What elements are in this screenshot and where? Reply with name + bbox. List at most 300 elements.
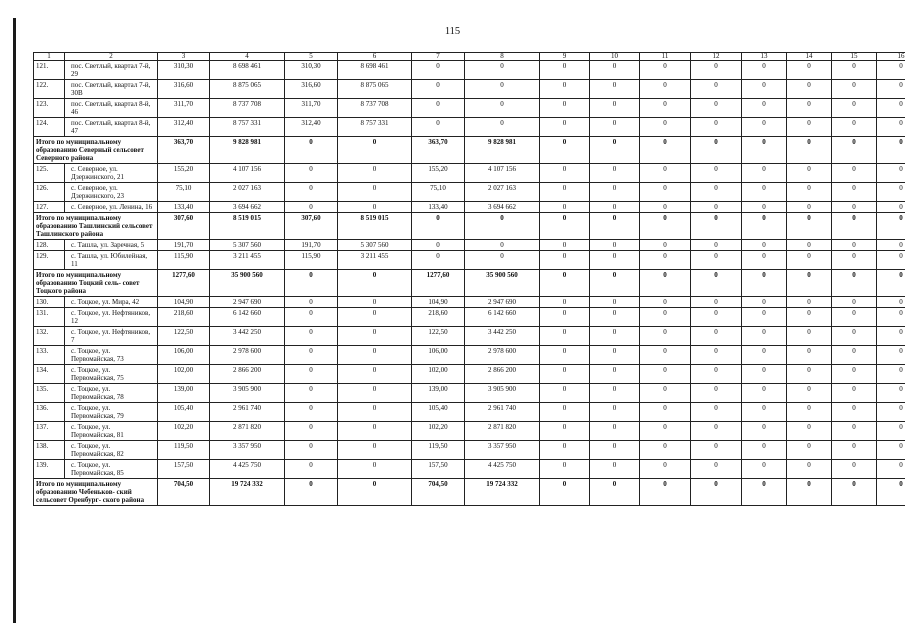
address-cell: с. Тоцкое, ул. Первомайская, 78 — [65, 384, 158, 403]
value-cell: 8 698 461 — [210, 61, 285, 80]
table-row — [34, 80, 905, 99]
value-cell: 0 — [877, 80, 905, 99]
value-cell: 0 — [540, 327, 590, 346]
address-cell: с. Тоцкое, ул. Первомайская, 82 — [65, 441, 158, 460]
value-cell: 3 905 900 — [465, 384, 540, 403]
row-number: 123. — [34, 99, 65, 118]
value-cell: 0 — [285, 384, 338, 403]
value-cell: 0 — [338, 460, 412, 479]
value-cell: 0 — [590, 240, 640, 251]
value-cell: 0 — [640, 308, 691, 327]
value-cell: 0 — [590, 384, 640, 403]
value-cell: 119,50 — [412, 441, 465, 460]
value-cell: 0 — [540, 118, 590, 137]
value-cell: 0 — [877, 403, 905, 422]
value-cell: 0 — [691, 270, 742, 297]
value-cell: 0 — [285, 202, 338, 213]
value-cell: 0 — [640, 164, 691, 183]
column-header-cell: 2 — [65, 53, 158, 61]
value-cell: 0 — [787, 118, 832, 137]
address-cell: с. Тоцкое, ул. Первомайская, 73 — [65, 346, 158, 365]
value-cell: 2 978 600 — [465, 346, 540, 365]
value-cell: 0 — [338, 346, 412, 365]
value-cell: 0 — [787, 80, 832, 99]
table-row — [34, 118, 905, 137]
value-cell: 0 — [691, 308, 742, 327]
value-cell: 0 — [285, 137, 338, 164]
value-cell: 0 — [691, 118, 742, 137]
value-cell: 0 — [832, 137, 877, 164]
table-row — [34, 240, 905, 251]
value-cell: 363,70 — [158, 137, 210, 164]
column-number-header-row — [34, 53, 905, 61]
address-cell: с. Тоцкое, ул. Первомайская, 85 — [65, 460, 158, 479]
value-cell: 0 — [877, 479, 905, 506]
value-cell: 104,90 — [158, 297, 210, 308]
value-cell: 0 — [640, 270, 691, 297]
value-cell: 0 — [742, 61, 787, 80]
subtotal-row — [34, 213, 905, 240]
value-cell: 139,00 — [158, 384, 210, 403]
value-cell: 75,10 — [158, 183, 210, 202]
value-cell: 0 — [640, 403, 691, 422]
value-cell: 0 — [285, 164, 338, 183]
value-cell: 102,20 — [412, 422, 465, 441]
value-cell: 0 — [742, 422, 787, 441]
value-cell: 0 — [832, 183, 877, 202]
row-number: 139. — [34, 460, 65, 479]
value-cell: 3 357 950 — [210, 441, 285, 460]
value-cell: 0 — [832, 365, 877, 384]
value-cell: 0 — [285, 183, 338, 202]
value-cell: 122,50 — [412, 327, 465, 346]
row-number: 129. — [34, 251, 65, 270]
value-cell: 0 — [832, 441, 877, 460]
value-cell: 0 — [590, 213, 640, 240]
value-cell: 0 — [640, 61, 691, 80]
value-cell: 0 — [787, 99, 832, 118]
value-cell: 139,00 — [412, 384, 465, 403]
row-number: 121. — [34, 61, 65, 80]
value-cell: 311,70 — [285, 99, 338, 118]
column-header-cell: 16 — [877, 53, 905, 61]
value-cell: 0 — [691, 240, 742, 251]
column-header-cell: 10 — [590, 53, 640, 61]
value-cell: 0 — [742, 384, 787, 403]
value-cell: 0 — [832, 270, 877, 297]
value-cell: 3 442 250 — [465, 327, 540, 346]
value-cell: 0 — [742, 251, 787, 270]
row-number: 133. — [34, 346, 65, 365]
table-row — [34, 297, 905, 308]
value-cell: 4 107 156 — [465, 164, 540, 183]
value-cell: 0 — [691, 213, 742, 240]
value-cell: 363,70 — [412, 137, 465, 164]
value-cell: 0 — [691, 297, 742, 308]
row-number: 126. — [34, 183, 65, 202]
value-cell: 102,20 — [158, 422, 210, 441]
address-cell: пос. Светлый, квартал 8-й, 46 — [65, 99, 158, 118]
value-cell: 0 — [590, 80, 640, 99]
value-cell: 3 694 662 — [210, 202, 285, 213]
value-cell: 35 900 560 — [465, 270, 540, 297]
value-cell: 0 — [540, 384, 590, 403]
address-cell: с. Северное, ул. Дзержинского, 21 — [65, 164, 158, 183]
value-cell: 106,00 — [158, 346, 210, 365]
value-cell: 0 — [540, 441, 590, 460]
value-cell: 0 — [640, 460, 691, 479]
value-cell: 0 — [640, 365, 691, 384]
value-cell: 0 — [285, 460, 338, 479]
value-cell: 218,60 — [412, 308, 465, 327]
value-cell: 106,00 — [412, 346, 465, 365]
value-cell: 0 — [640, 240, 691, 251]
value-cell: 0 — [691, 251, 742, 270]
value-cell: 2 961 740 — [210, 403, 285, 422]
table-row — [34, 308, 905, 327]
value-cell: 0 — [285, 308, 338, 327]
row-number: 124. — [34, 118, 65, 137]
value-cell: 316,60 — [285, 80, 338, 99]
value-cell: 0 — [540, 99, 590, 118]
value-cell: 0 — [787, 270, 832, 297]
value-cell: 191,70 — [285, 240, 338, 251]
value-cell: 0 — [285, 270, 338, 297]
value-cell: 0 — [465, 118, 540, 137]
value-cell: 122,50 — [158, 327, 210, 346]
value-cell: 0 — [832, 403, 877, 422]
value-cell: 0 — [877, 346, 905, 365]
value-cell: 4 107 156 — [210, 164, 285, 183]
value-cell: 0 — [832, 202, 877, 213]
address-cell: пос. Светлый, квартал 8-й, 47 — [65, 118, 158, 137]
value-cell: 0 — [590, 297, 640, 308]
table-row — [34, 202, 905, 213]
value-cell: 0 — [640, 346, 691, 365]
value-cell: 0 — [742, 297, 787, 308]
value-cell: 2 871 820 — [465, 422, 540, 441]
address-cell: с. Ташла, ул. Заречная, 5 — [65, 240, 158, 251]
value-cell: 133,40 — [412, 202, 465, 213]
column-header-cell: 1 — [34, 53, 65, 61]
subtotal-label: Итого по муниципальному образованию Тоцкий сель- совет Тоцкого района — [34, 270, 158, 297]
table-row — [34, 422, 905, 441]
value-cell: 0 — [285, 479, 338, 506]
value-cell: 2 978 600 — [210, 346, 285, 365]
table-row — [34, 365, 905, 384]
value-cell: 0 — [590, 308, 640, 327]
value-cell: 0 — [590, 441, 640, 460]
value-cell: 0 — [877, 365, 905, 384]
value-cell: 0 — [787, 308, 832, 327]
value-cell: 0 — [742, 202, 787, 213]
value-cell: 0 — [742, 270, 787, 297]
value-cell: 0 — [691, 164, 742, 183]
row-number: 135. — [34, 384, 65, 403]
value-cell: 0 — [338, 403, 412, 422]
value-cell: 0 — [877, 118, 905, 137]
value-cell: 0 — [590, 202, 640, 213]
value-cell: 0 — [285, 327, 338, 346]
value-cell: 0 — [590, 137, 640, 164]
value-cell: 0 — [540, 61, 590, 80]
value-cell: 0 — [285, 441, 338, 460]
value-cell: 0 — [640, 80, 691, 99]
value-cell: 0 — [412, 240, 465, 251]
value-cell: 1277,60 — [412, 270, 465, 297]
value-cell: 0 — [465, 99, 540, 118]
table-row — [34, 460, 905, 479]
address-cell: с. Тоцкое, ул. Первомайская, 79 — [65, 403, 158, 422]
address-cell: с. Северное, ул. Ленина, 16 — [65, 202, 158, 213]
value-cell: 0 — [540, 422, 590, 441]
value-cell: 316,60 — [158, 80, 210, 99]
column-header-cell: 3 — [158, 53, 210, 61]
value-cell: 8 875 065 — [210, 80, 285, 99]
column-header-cell: 4 — [210, 53, 285, 61]
address-cell: с. Тоцкое, ул. Нефтяников, 12 — [65, 308, 158, 327]
value-cell: 310,30 — [158, 61, 210, 80]
value-cell: 0 — [787, 240, 832, 251]
column-header-cell: 12 — [691, 53, 742, 61]
value-cell: 0 — [742, 183, 787, 202]
value-cell: 155,20 — [412, 164, 465, 183]
value-cell: 0 — [742, 327, 787, 346]
value-cell: 0 — [742, 118, 787, 137]
value-cell: 0 — [877, 183, 905, 202]
table-row — [34, 441, 905, 460]
value-cell: 0 — [787, 183, 832, 202]
value-cell: 0 — [285, 365, 338, 384]
address-cell: пос. Светлый, квартал 7-й, 29 — [65, 61, 158, 80]
value-cell: 0 — [338, 384, 412, 403]
value-cell: 218,60 — [158, 308, 210, 327]
table-row — [34, 403, 905, 422]
subtotal-row — [34, 270, 905, 297]
table-row — [34, 384, 905, 403]
value-cell: 9 828 981 — [210, 137, 285, 164]
value-cell: 0 — [338, 164, 412, 183]
value-cell: 102,00 — [158, 365, 210, 384]
value-cell: 0 — [877, 327, 905, 346]
value-cell: 157,50 — [158, 460, 210, 479]
value-cell: 0 — [540, 346, 590, 365]
value-cell: 1277,60 — [158, 270, 210, 297]
value-cell: 0 — [412, 80, 465, 99]
value-cell: 0 — [877, 61, 905, 80]
value-cell: 0 — [540, 80, 590, 99]
value-cell: 0 — [590, 251, 640, 270]
value-cell: 0 — [832, 99, 877, 118]
value-cell: 0 — [640, 422, 691, 441]
value-cell: 104,90 — [412, 297, 465, 308]
value-cell: 0 — [590, 365, 640, 384]
value-cell: 0 — [832, 61, 877, 80]
value-cell: 0 — [590, 270, 640, 297]
value-cell: 312,40 — [158, 118, 210, 137]
value-cell: 0 — [691, 479, 742, 506]
column-header-cell: 13 — [742, 53, 787, 61]
value-cell: 3 211 455 — [210, 251, 285, 270]
value-cell: 4 425 750 — [210, 460, 285, 479]
value-cell: 0 — [338, 202, 412, 213]
value-cell: 0 — [540, 183, 590, 202]
value-cell: 8 737 708 — [210, 99, 285, 118]
value-cell: 0 — [787, 384, 832, 403]
value-cell: 0 — [640, 137, 691, 164]
value-cell: 0 — [742, 137, 787, 164]
value-cell: 8 737 708 — [338, 99, 412, 118]
value-cell: 0 — [787, 460, 832, 479]
column-header-cell: 15 — [832, 53, 877, 61]
register-table — [33, 52, 905, 506]
value-cell: 0 — [640, 251, 691, 270]
value-cell: 2 027 163 — [465, 183, 540, 202]
value-cell: 115,90 — [158, 251, 210, 270]
address-cell: пос. Светлый, квартал 7-й, 30В — [65, 80, 158, 99]
value-cell: 0 — [832, 80, 877, 99]
value-cell: 0 — [787, 202, 832, 213]
value-cell: 0 — [640, 202, 691, 213]
value-cell: 0 — [787, 137, 832, 164]
value-cell: 0 — [590, 164, 640, 183]
value-cell: 0 — [877, 460, 905, 479]
value-cell: 0 — [540, 137, 590, 164]
value-cell: 0 — [338, 183, 412, 202]
value-cell: 0 — [338, 297, 412, 308]
value-cell: 2 866 200 — [210, 365, 285, 384]
value-cell: 4 425 750 — [465, 460, 540, 479]
value-cell: 0 — [742, 403, 787, 422]
value-cell: 0 — [742, 80, 787, 99]
value-cell: 0 — [832, 308, 877, 327]
value-cell: 0 — [640, 441, 691, 460]
value-cell: 0 — [590, 422, 640, 441]
column-header-cell: 5 — [285, 53, 338, 61]
row-number: 131. — [34, 308, 65, 327]
value-cell: 19 724 332 — [210, 479, 285, 506]
table-row — [34, 99, 905, 118]
table-row — [34, 164, 905, 183]
value-cell: 0 — [787, 164, 832, 183]
value-cell: 155,20 — [158, 164, 210, 183]
value-cell: 115,90 — [285, 251, 338, 270]
value-cell: 5 307 560 — [338, 240, 412, 251]
value-cell: 8 698 461 — [338, 61, 412, 80]
value-cell: 133,40 — [158, 202, 210, 213]
value-cell: 0 — [412, 61, 465, 80]
value-cell: 0 — [832, 422, 877, 441]
value-cell: 0 — [590, 479, 640, 506]
value-cell: 0 — [877, 422, 905, 441]
value-cell: 0 — [691, 460, 742, 479]
value-cell: 0 — [691, 384, 742, 403]
value-cell: 0 — [338, 365, 412, 384]
column-header-cell: 8 — [465, 53, 540, 61]
row-number: 127. — [34, 202, 65, 213]
value-cell: 8 875 065 — [338, 80, 412, 99]
value-cell: 0 — [540, 213, 590, 240]
page-number: 115 — [444, 26, 461, 37]
value-cell: 0 — [412, 251, 465, 270]
value-cell: 0 — [787, 61, 832, 80]
subtotal-label: Итого по муниципальному образованию Северный сельсовет Северного района — [34, 137, 158, 164]
value-cell: 0 — [742, 365, 787, 384]
address-cell: с. Ташла, ул. Юбилейная, 11 — [65, 251, 158, 270]
value-cell: 0 — [691, 365, 742, 384]
value-cell: 307,60 — [285, 213, 338, 240]
value-cell: 0 — [832, 251, 877, 270]
value-cell: 0 — [465, 251, 540, 270]
value-cell: 0 — [285, 403, 338, 422]
value-cell: 0 — [640, 118, 691, 137]
value-cell: 35 900 560 — [210, 270, 285, 297]
value-cell: 0 — [787, 422, 832, 441]
value-cell: 105,40 — [158, 403, 210, 422]
value-cell: 0 — [590, 61, 640, 80]
value-cell: 0 — [285, 297, 338, 308]
value-cell: 0 — [832, 479, 877, 506]
row-number: 136. — [34, 403, 65, 422]
value-cell: 0 — [877, 164, 905, 183]
value-cell: 0 — [412, 213, 465, 240]
address-cell: с. Северное, ул. Дзержинского, 23 — [65, 183, 158, 202]
value-cell: 2 961 740 — [465, 403, 540, 422]
value-cell: 0 — [787, 251, 832, 270]
value-cell: 307,60 — [158, 213, 210, 240]
value-cell: 0 — [338, 270, 412, 297]
value-cell: 0 — [742, 441, 787, 460]
value-cell: 0 — [691, 99, 742, 118]
value-cell: 0 — [787, 346, 832, 365]
value-cell: 0 — [877, 384, 905, 403]
value-cell: 8 757 331 — [338, 118, 412, 137]
value-cell: 0 — [691, 80, 742, 99]
value-cell: 0 — [691, 441, 742, 460]
value-cell: 2 947 690 — [465, 297, 540, 308]
value-cell: 0 — [832, 164, 877, 183]
value-cell: 0 — [540, 460, 590, 479]
value-cell: 0 — [691, 202, 742, 213]
value-cell: 0 — [742, 213, 787, 240]
table-row — [34, 183, 905, 202]
value-cell: 0 — [832, 297, 877, 308]
value-cell: 0 — [540, 164, 590, 183]
value-cell: 0 — [742, 164, 787, 183]
value-cell: 0 — [465, 240, 540, 251]
value-cell: 0 — [832, 240, 877, 251]
value-cell: 0 — [742, 460, 787, 479]
value-cell: 0 — [877, 270, 905, 297]
value-cell: 0 — [640, 327, 691, 346]
value-cell: 191,70 — [158, 240, 210, 251]
value-cell: 0 — [540, 308, 590, 327]
value-cell: 0 — [640, 297, 691, 308]
value-cell: 0 — [540, 297, 590, 308]
row-number: 132. — [34, 327, 65, 346]
column-header-cell: 7 — [412, 53, 465, 61]
value-cell: 0 — [832, 213, 877, 240]
value-cell: 704,50 — [158, 479, 210, 506]
value-cell: 0 — [877, 240, 905, 251]
address-cell: с. Тоцкое, ул. Первомайская, 81 — [65, 422, 158, 441]
value-cell: 0 — [787, 297, 832, 308]
value-cell: 3 905 900 — [210, 384, 285, 403]
value-cell: 0 — [640, 479, 691, 506]
value-cell: 0 — [640, 183, 691, 202]
value-cell: 0 — [787, 365, 832, 384]
value-cell: 0 — [540, 202, 590, 213]
